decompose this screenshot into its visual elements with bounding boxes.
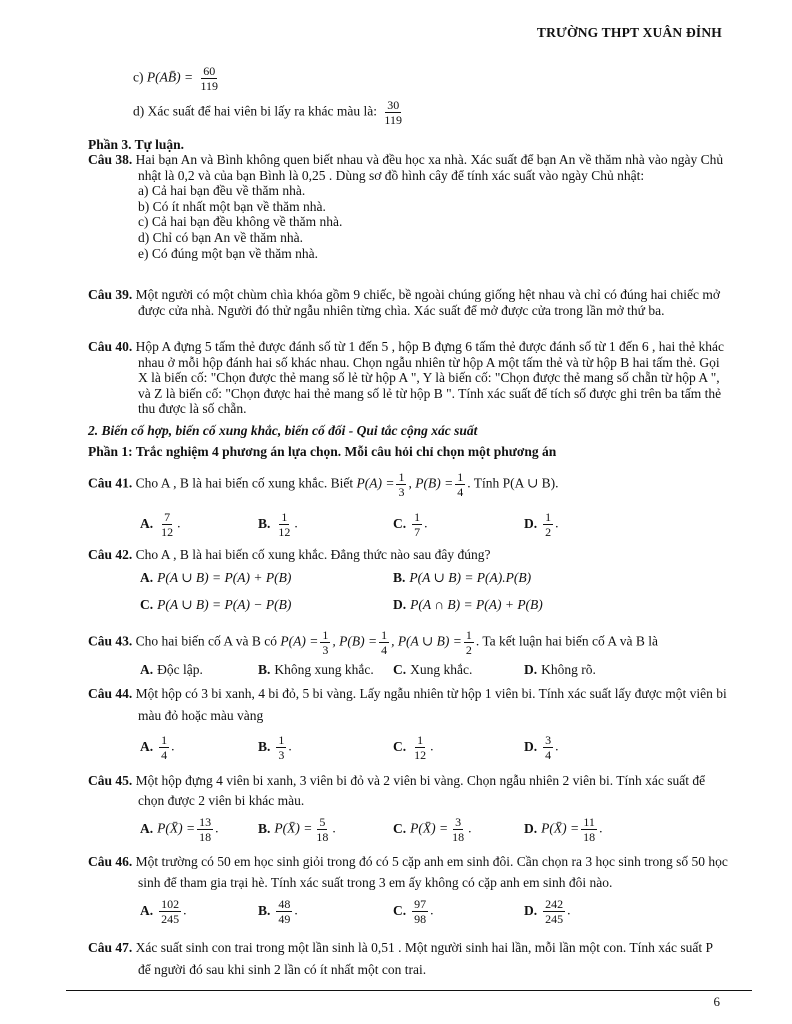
q41-option-a[interactable]: A. $\frac{7}{12}$ . [140,510,181,539]
q38-item: a) Cả hai bạn đều về thăm nhà. [138,183,306,199]
q45-option-c[interactable]: C. P(X̄) = $\frac{3}{18}$ . [393,815,472,844]
page-number: 6 [713,994,720,1009]
q46-option-d[interactable]: D. $\frac{242}{245}$ . [524,897,571,926]
q38-item: e) Có đúng một bạn về thăm nhà. [138,245,318,261]
school-header: TRƯỜNG THPT XUÂN ĐỈNH [536,25,722,40]
q42-option-b[interactable]: B. P(A ∪ B) = P(A).P(B) [393,570,532,585]
prev-item-d: d) Xác suất để hai viên bi lấy ra khác màu là: $\frac{30}{119}$ [133,98,402,127]
q43-option-d[interactable]: D. Không rõ. [524,662,596,677]
question-46: Câu 46. Một trường có 50 em học sinh giỏi trong đó có 5 cặp anh em sinh đôi. Cần chọn ra 3 học sinh trong số 50 học sinh để tham gia trại hè. Tính xác suất trong 3 em ấy không có cặp anh em sinh đôi nào. [88,854,728,890]
part3-title: Phần 3. Tự luận. [88,137,185,152]
question-44: Câu 44. Một hộp có 3 bi xanh, 4 bi đỏ, 5 bi vàng. Lấy ngẫu nhiên từ hộp 1 viên bi. Tính xác suất lấy được một viên bi màu đỏ hoặc màu vàng [88,686,727,723]
prev-item-c: c) P(AB̄) = $\frac{60}{119}$ [133,64,219,93]
question-39: Câu 39. Một người có một chùm chìa khóa gồm 9 chiếc, bề ngoài chúng giống hệt nhau và chỉ có đúng hai chiếc mở được cửa nhà. Người đó thử ngẫu nhiên từng chìa. Xác suất để mở được cửa trong lần mở thứ ba. [88,287,720,318]
q45-option-d[interactable]: D. P(X̄) = $\frac{11}{18}$ . [524,815,603,844]
q45-option-b[interactable]: B. P(X̄) = $\frac{5}{18}$ . [258,815,336,844]
q46-option-a[interactable]: A. $\frac{102}{245}$ . [140,897,187,926]
q38-item: b) Có ít nhất một bạn về thăm nhà. [138,198,326,214]
q44-option-d[interactable]: D. $\frac{3}{4}$ . [524,733,559,762]
q46-option-b[interactable]: B. $\frac{48}{49}$ . [258,897,298,926]
q43-option-c[interactable]: C. Xung khắc. [393,662,473,677]
q45-option-a[interactable]: A. P(X̄) = $\frac{13}{18}$ . [140,815,219,844]
q44-option-a[interactable]: A. $\frac{1}{4}$ . [140,733,175,762]
question-41: Câu 41. Cho A , B là hai biến cố xung khắc. Biết P(A) = $\frac{1}{3}$ , P(B) = $\frac{1}{4}$ . Tính P(A ∪ B). [88,470,559,499]
question-40: Câu 40. Hộp A đựng 5 tấm thẻ được đánh số từ 1 đến 5 , hộp B đựng 6 tấm thẻ được đánh số từ 1 đến 6 , hai thẻ khác nhau ở mỗi hộp đánh hai số khác nhau. Chọn ngẫu nhiên từ hộp A một tấm thẻ và từ hộp B hai tấm thẻ. Gọi X là biến cố: "Chọn được thẻ mang số lẻ từ hộp A ", Y là biến cố: "Chọn được thẻ mang số chẵn từ hộp A ", và Z là biến cố: "Chọn được hai thẻ mang số lẻ từ hộp B ". Tính xác suất để tích số được ghi trên ba tấm thẻ thu được là số chẵn. [88,339,724,417]
q46-option-c[interactable]: C. $\frac{97}{98}$ . [393,897,434,926]
q42-option-a[interactable]: A. P(A ∪ B) = P(A) + P(B) [140,570,292,585]
q41-option-d[interactable]: D. $\frac{1}{2}$ . [524,510,559,539]
fraction: $\frac{60}{119}$ [200,64,219,93]
question-45: Câu 45. Một hộp đựng 4 viên bi xanh, 3 viên bi đỏ và 2 viên bi vàng. Chọn ngẫu nhiên 2 viên bi. Tính xác suất để chọn được 2 viên bi khác màu. [88,773,706,808]
q41-option-b[interactable]: B. $\frac{1}{12}$ . [258,510,298,539]
q44-option-c[interactable]: C. $\frac{1}{12}$ . [393,733,434,762]
fraction: $\frac{30}{119}$ [384,98,402,127]
part1-title: Phần 1: Trắc nghiệm 4 phương án lựa chọn. Mỗi câu hỏi chỉ chọn một phương án [88,444,557,459]
question-47: Câu 47. Xác suất sinh con trai trong một lần sinh là 0,51 . Một người sinh hai lần, mỗi lần một con. Tính xác suất P để người đó sau khi sinh 2 lần có ít nhất một con trai. [88,940,713,977]
section-2-title: 2. Biến cố hợp, biến cố xung khắc, biến cố đối - Qui tắc cộng xác suất [88,423,478,438]
question-42: Câu 42. Cho A , B là hai biến cố xung khắc. Đẳng thức nào sau đây đúng? [88,547,491,562]
q38-item: d) Chỉ có bạn An về thăm nhà. [138,229,303,245]
fraction: $\frac{1}{4}$ [457,470,464,499]
q38-item: c) Cả hai bạn đều không về thăm nhà. [138,214,343,230]
question-43: Câu 43. Cho hai biến cố A và B có P(A) = $\frac{1}{3}$ , P(B) = $\frac{1}{4}$ , P(A ∪ B) = $\frac{1}{2}$ . Ta kết luận hai biến cố A và B là [88,628,658,657]
q42-option-d[interactable]: D. P(A ∩ B) = P(A) + P(B) [393,597,543,612]
fraction: $\frac{1}{3}$ [398,470,405,499]
footer-divider [66,990,752,991]
q42-option-c[interactable]: C. P(A ∪ B) = P(A) − P(B) [140,597,292,612]
q43-option-b[interactable]: B. Không xung khắc. [258,662,374,677]
q41-option-c[interactable]: C. $\frac{1}{7}$ . [393,510,428,539]
q44-option-b[interactable]: B. $\frac{1}{3}$ . [258,733,292,762]
question-38: Câu 38. Hai bạn An và Bình không quen biết nhau và đều học xa nhà. Xác suất để bạn An về thăm nhà vào ngày Chủ nhật là 0,2 và của bạn Bình là 0,25 . Dùng sơ đồ hình cây để tính xác suất vào ngày Chủ nhật: a) Cả hai bạn đều về thăm nhà. b) Có ít nhất một bạn về thăm nhà. c) Cả hai bạn đều không về thăm nhà. d) Chỉ có bạn An về thăm nhà. e) Có đúng một bạn về thăm nhà. [88,152,728,261]
q43-option-a[interactable]: A. Độc lập. [140,662,203,677]
